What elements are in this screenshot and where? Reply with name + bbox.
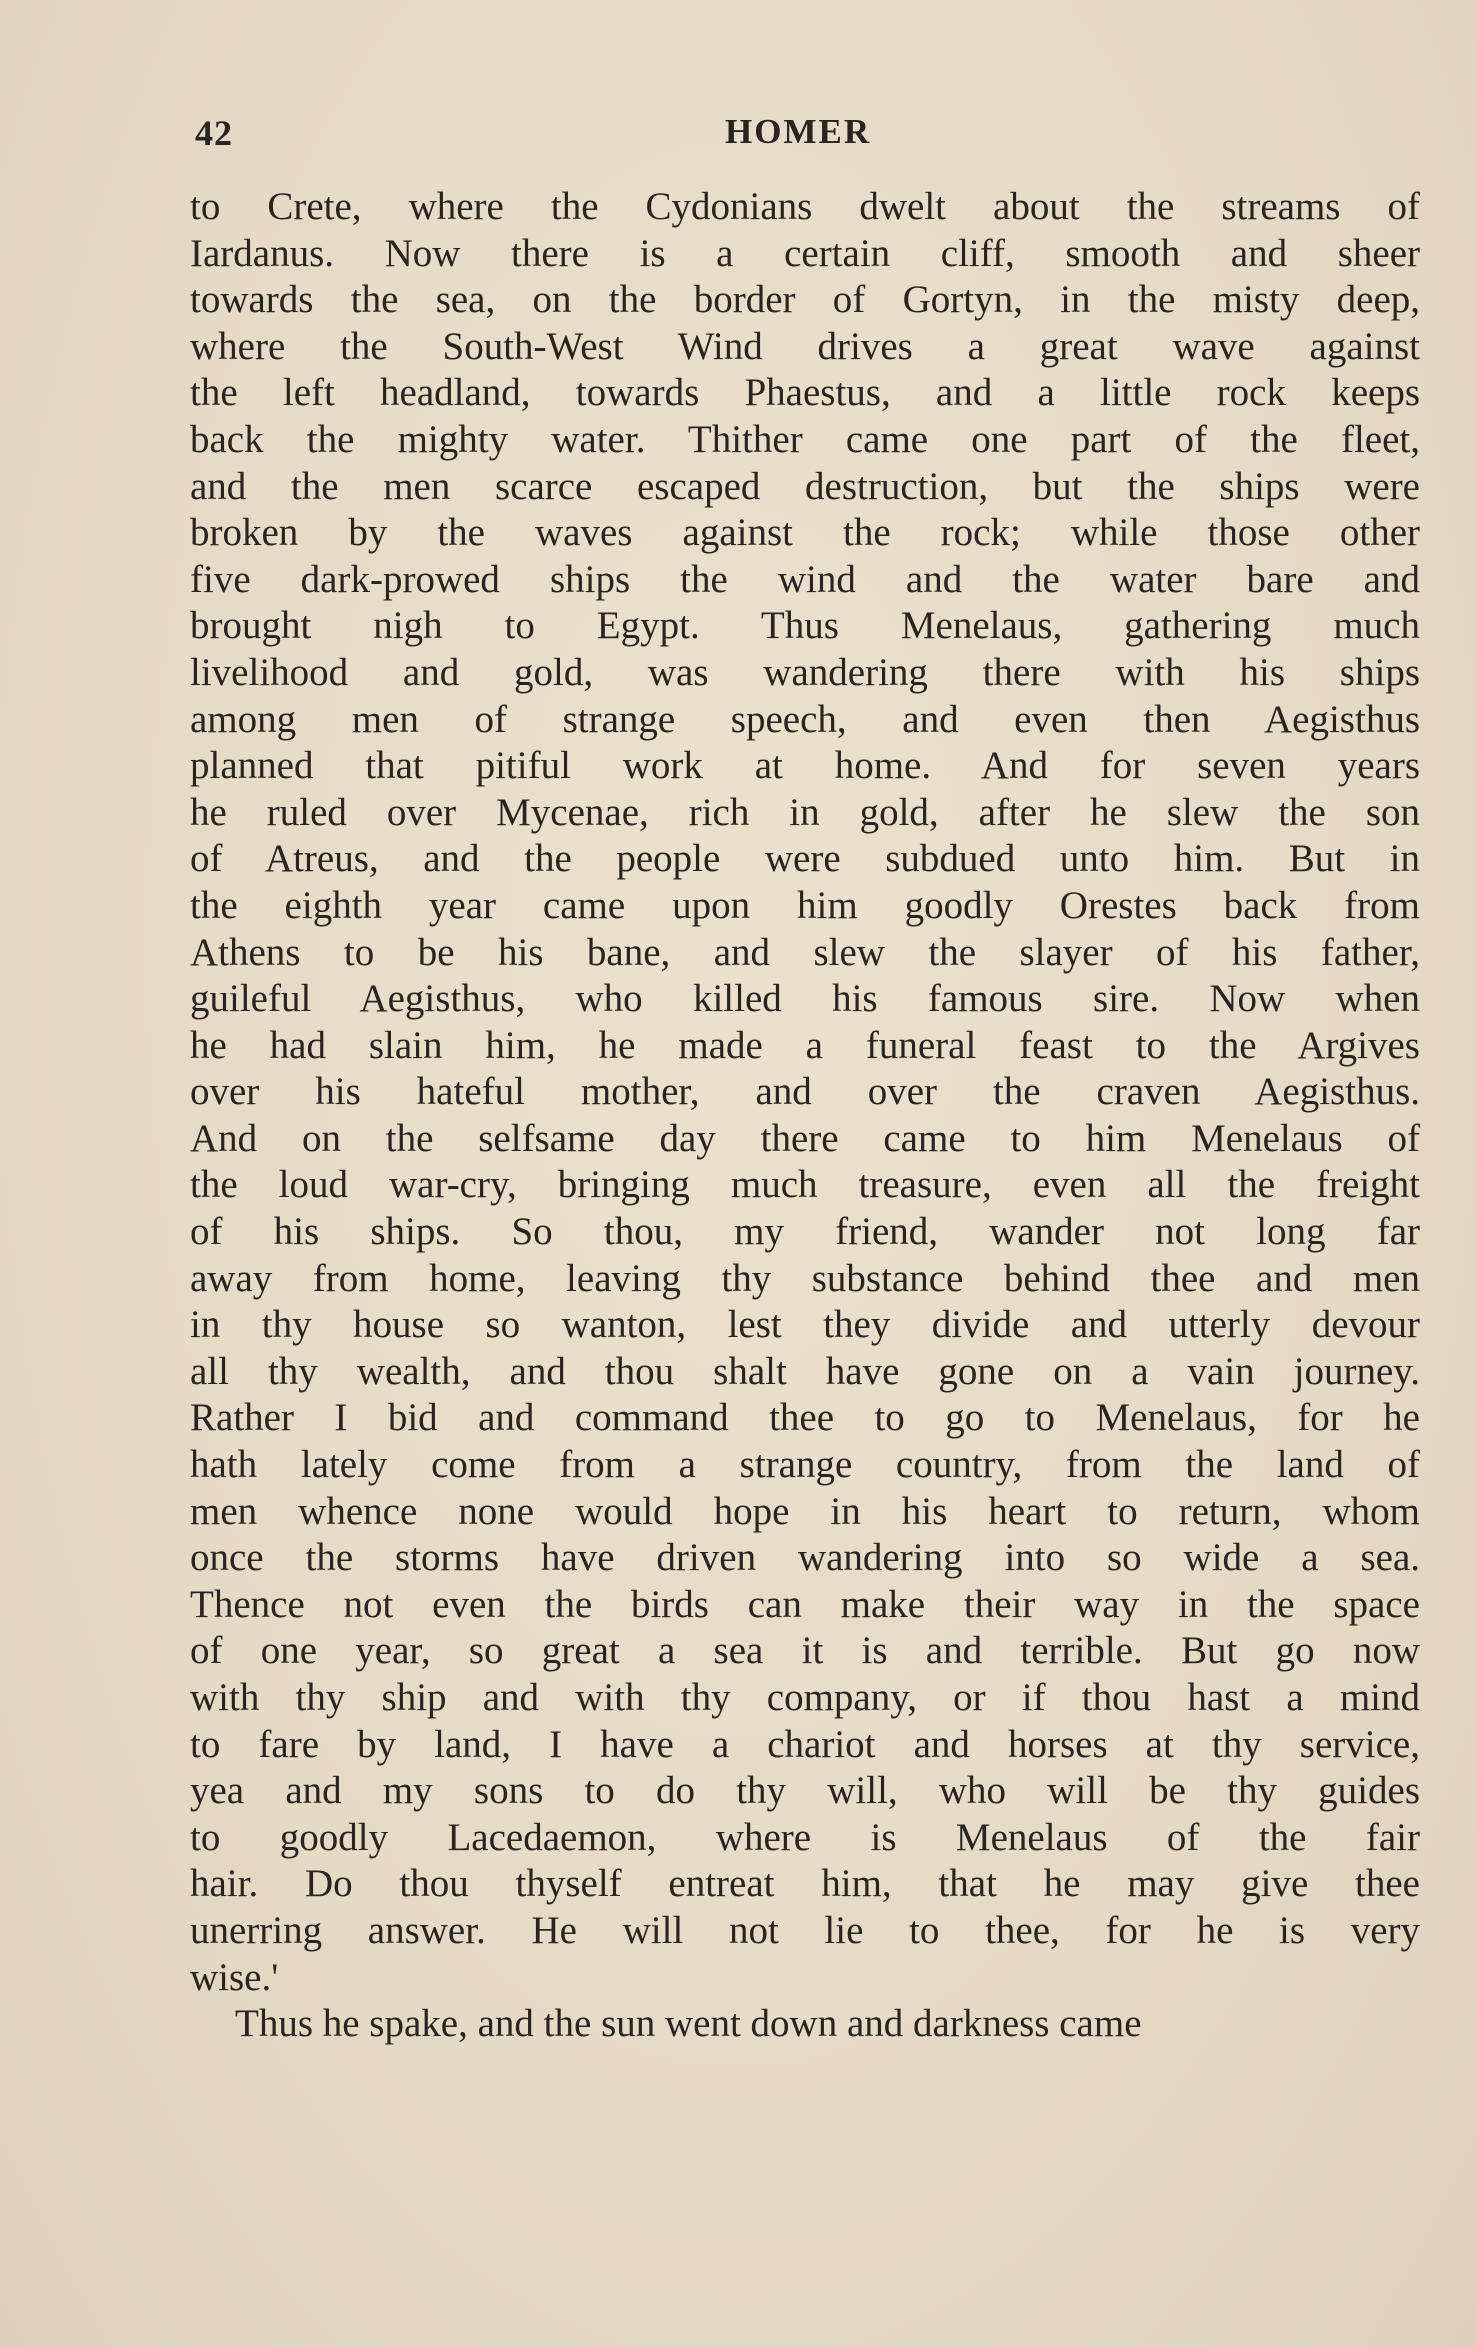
text-line: away from home, leaving thy substance behind thee and men — [190, 1256, 1420, 1300]
text-line: five dark-prowed ships the wind and the water bare and — [190, 557, 1420, 601]
text-line: to fare by land, I have a chariot and horses at thy service, — [190, 1722, 1420, 1766]
text-line: men whence none would hope in his heart to return, whom — [190, 1489, 1420, 1533]
text-line: unerring answer. He will not lie to thee, for he is very — [190, 1908, 1420, 1952]
text-line: of his ships. So thou, my friend, wander not long far — [190, 1210, 1420, 1254]
text-line: And on the selfsame day there came to him Menelaus of — [190, 1116, 1420, 1160]
text-line: wise.' — [190, 1955, 279, 1999]
text-line: brought nigh to Egypt. Thus Menelaus, gathering much — [190, 604, 1420, 648]
text-line: guileful Aegisthus, who killed his famous sire. Now when — [190, 977, 1420, 1021]
text-line: and the men scarce escaped destruction, but the ships were — [190, 464, 1420, 508]
text-line: Thus he spake, and the sun went down and darkness came — [235, 2002, 1142, 2046]
text-line: of one year, so great a sea it is and terrible. But go now — [190, 1629, 1420, 1673]
text-line: towards the sea, on the border of Gortyn, in the misty deep, — [190, 278, 1420, 322]
text-line: among men of strange speech, and even then Aegisthus — [190, 697, 1420, 741]
text-line: the eighth year came upon him goodly Orestes back from — [190, 883, 1420, 927]
text-line: to Crete, where the Cydonians dwelt about the streams of — [190, 185, 1420, 228]
text-line: Rather I bid and command thee to go to Menelaus, for he — [190, 1396, 1420, 1440]
text-line: the left headland, towards Phaestus, and a little rock keeps — [190, 371, 1420, 415]
text-line: Athens to be his bane, and slew the slayer of his father, — [190, 930, 1420, 974]
text-line: broken by the waves against the rock; while those other — [190, 511, 1420, 555]
text-line: Thence not even the birds can make their way in the space — [190, 1582, 1420, 1626]
text-line: where the South-West Wind drives a great wave against — [190, 324, 1420, 368]
body-text — [190, 184, 1420, 2048]
text-line: to goodly Lacedaemon, where is Menelaus of the fair — [190, 1815, 1420, 1859]
text-line: the loud war-cry, bringing much treasure, even all the freight — [190, 1163, 1420, 1207]
text-line: all thy wealth, and thou shalt have gone on a vain journey. — [190, 1349, 1420, 1393]
text-line: he ruled over Mycenae, rich in gold, after he slew the son — [190, 790, 1420, 834]
text-line: of Atreus, and the people were subdued unto him. But in — [190, 837, 1420, 881]
text-line: in thy house so wanton, lest they divide and utterly devour — [190, 1303, 1420, 1347]
text-line: hath lately come from a strange country, from the land of — [190, 1443, 1420, 1487]
running-head — [195, 112, 1420, 162]
text-line: Iardanus. Now there is a certain cliff, smooth and sheer — [190, 231, 1420, 275]
text-line: back the mighty water. Thither came one part of the fleet, — [190, 417, 1420, 461]
text-line: once the storms have driven wandering into so wide a sea. — [190, 1536, 1420, 1580]
text-line: hair. Do thou thyself entreat him, that he may give thee — [190, 1862, 1420, 1906]
running-title: HOMER — [725, 112, 872, 151]
text-line: livelihood and gold, was wandering there with his ships — [190, 650, 1420, 694]
text-line: yea and my sons to do thy will, who will be thy guides — [190, 1769, 1420, 1813]
text-line: over his hateful mother, and over the craven Aegisthus. — [190, 1070, 1420, 1114]
text-line: planned that pitiful work at home. And for seven years — [190, 744, 1420, 788]
page-number: 42 — [195, 113, 233, 153]
text-line: with thy ship and with thy company, or if thou hast a mind — [190, 1676, 1420, 1719]
text-line: he had slain him, he made a funeral feast to the Argives — [190, 1023, 1420, 1067]
